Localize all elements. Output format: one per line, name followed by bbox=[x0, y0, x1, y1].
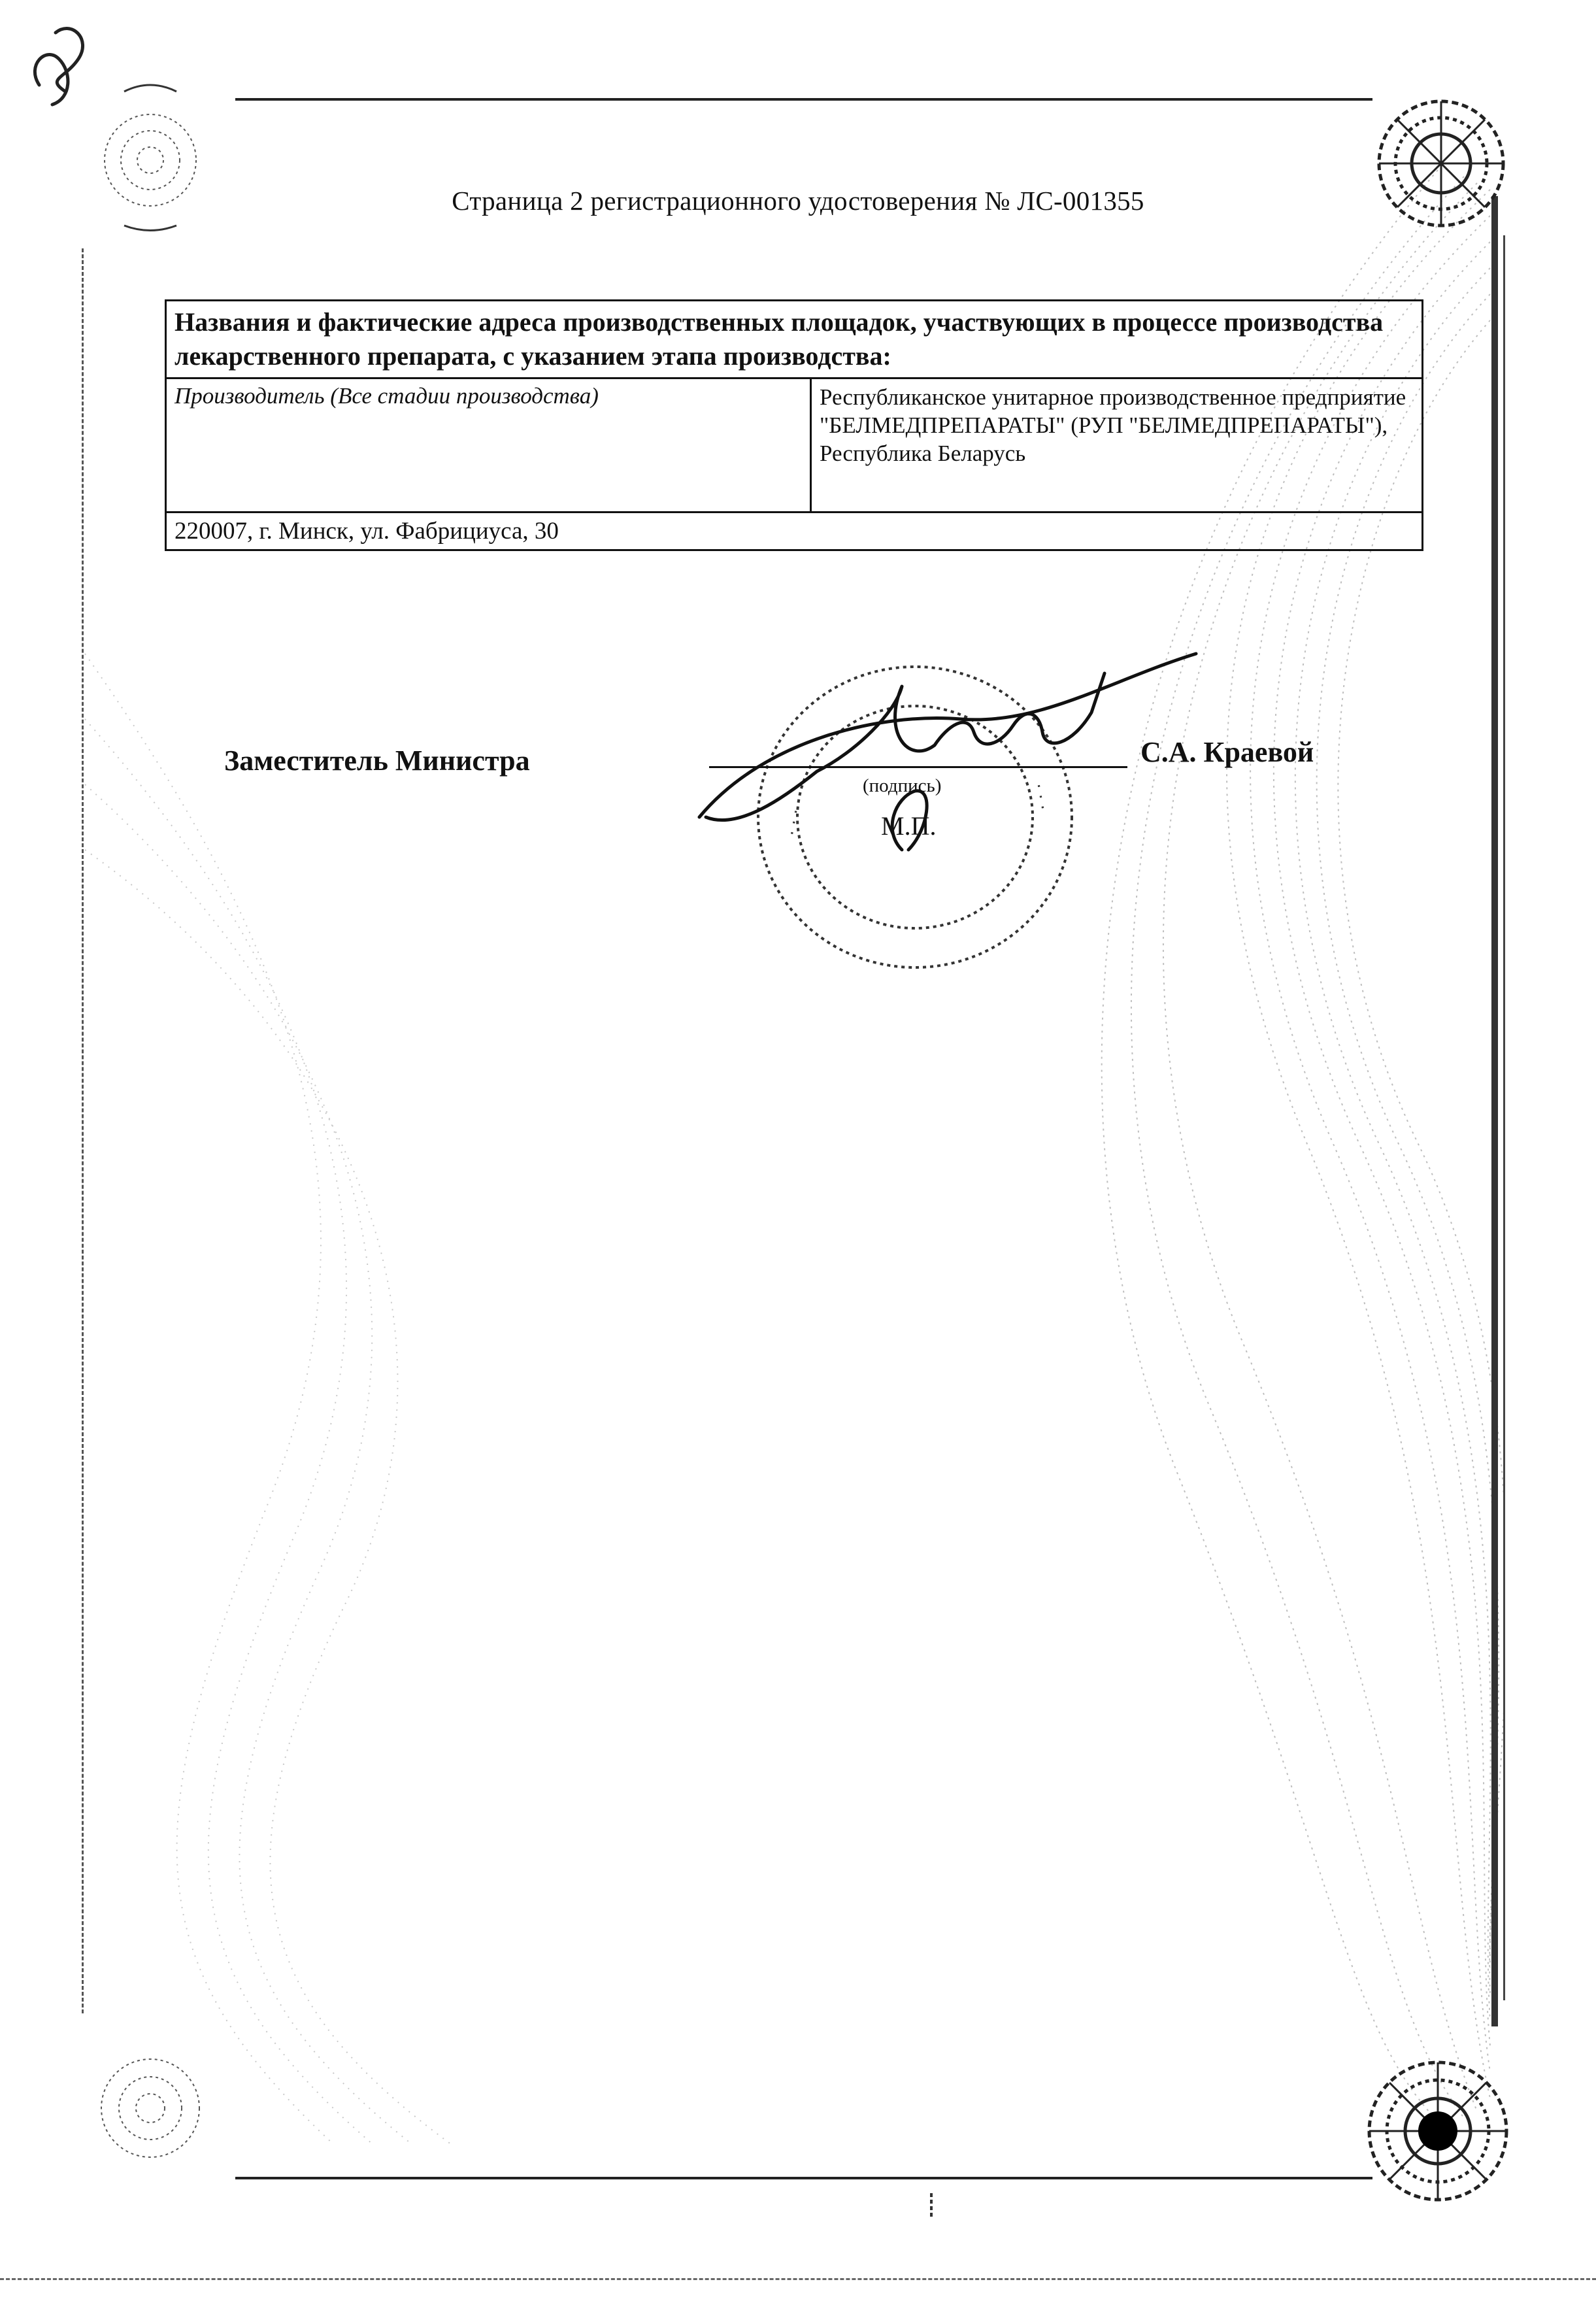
frame-right-inner-border bbox=[1503, 235, 1505, 2000]
signer-name: С.А. Краевой bbox=[1140, 736, 1314, 768]
signature-line bbox=[709, 766, 1127, 768]
corner-rosette-icon bbox=[72, 2026, 229, 2190]
corner-rosette-icon bbox=[1359, 72, 1523, 255]
frame-bottom-border bbox=[235, 2177, 1372, 2179]
table-row bbox=[166, 301, 1423, 378]
table-row bbox=[166, 512, 1423, 550]
frame-right-border bbox=[1491, 196, 1498, 2026]
bottom-tick-mark bbox=[925, 2190, 938, 2223]
corner-rosette-icon bbox=[1340, 2033, 1529, 2229]
svg-text:· · ·: · · · bbox=[1028, 782, 1052, 812]
frame-top-border bbox=[235, 98, 1372, 101]
table-row bbox=[166, 378, 1423, 512]
producer-name: Республиканское унитарное производственное предприятие "БЕЛМЕДПРЕПАРАТЫ" (РУП "БЕЛМЕДПРЕПАРАТЫ"), Республика Беларусь bbox=[811, 378, 1423, 512]
position-title: Заместитель Министра bbox=[224, 745, 530, 777]
signature-caption: (подпись) bbox=[863, 775, 942, 796]
handwritten-corner-mark-icon bbox=[20, 7, 98, 118]
bottom-scan-edge bbox=[0, 2278, 1596, 2280]
producer-label: Производитель (Все стадии производства) bbox=[166, 378, 811, 512]
page-heading: Страница 2 регистрационного удостоверения № ЛС-001355 bbox=[452, 186, 1144, 216]
guilloche-pattern-left bbox=[72, 588, 660, 2157]
production-sites-table bbox=[165, 299, 1423, 551]
table-header: Названия и фактические адреса производственных площадок, участвующих в процессе производства лекарственного препарата, с указанием этапа производства: bbox=[166, 301, 1423, 378]
frame-left-border bbox=[82, 248, 84, 2013]
svg-text:· · ·: · · · bbox=[782, 807, 807, 838]
seal-mark: М.П. bbox=[881, 811, 937, 841]
producer-address: 220007, г. Минск, ул. Фабрициуса, 30 bbox=[166, 512, 1423, 550]
signature-icon bbox=[686, 634, 1209, 882]
